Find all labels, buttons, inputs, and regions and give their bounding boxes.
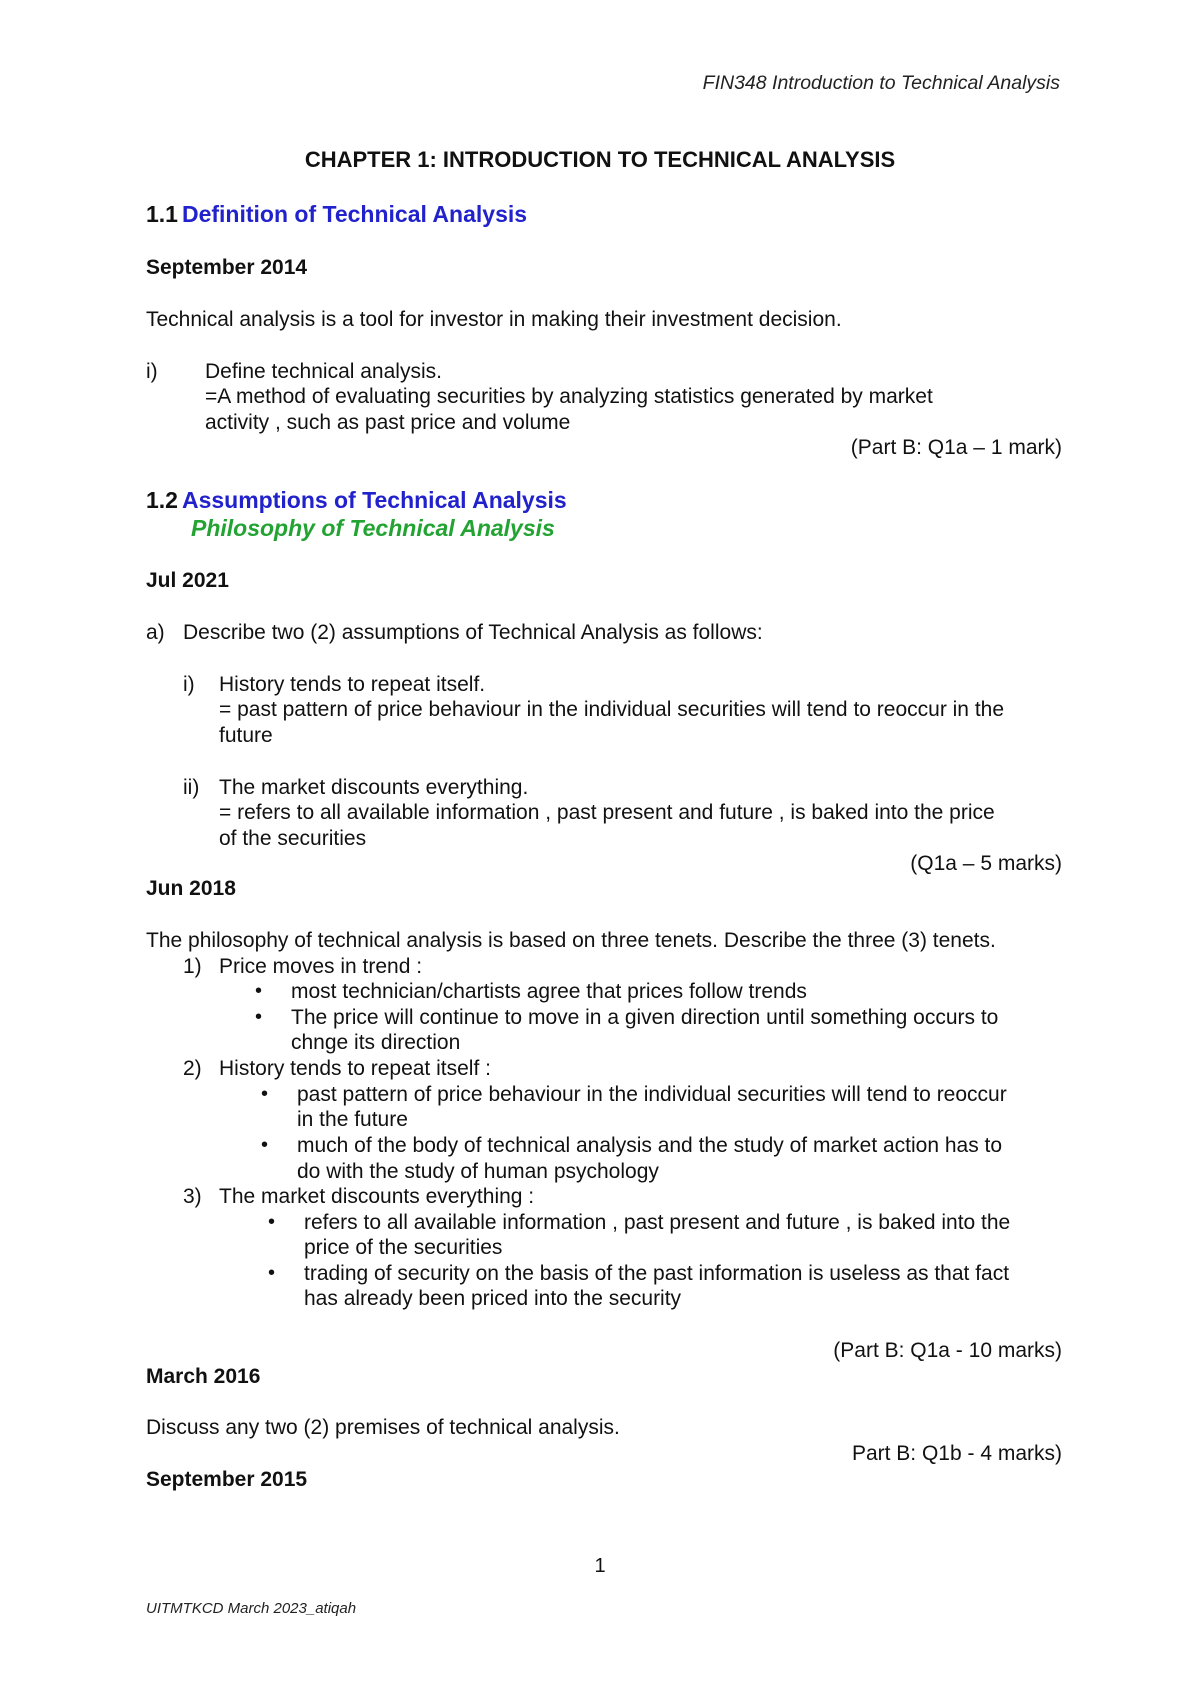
section-subtitle: Philosophy of Technical Analysis [191, 515, 555, 541]
bullet-text: The price will continue to move in a given direction until something occurs to [291, 1006, 999, 1029]
bullet-text: trading of security on the basis of the past information is useless as that fact [304, 1262, 1010, 1285]
answer-line: = past pattern of price behaviour in the individual securities will tend to reoccur in the [219, 698, 1005, 721]
section-heading-1-2 [146, 489, 567, 512]
bullet-text: much of the body of technical analysis and the study of market action has to [297, 1134, 1003, 1157]
page-number: 1 [594, 1555, 606, 1577]
marks-note: (Q1a – 5 marks) [910, 852, 1062, 875]
bullet-icon: • [255, 1006, 263, 1028]
question-label: a) [146, 621, 165, 644]
bullet-icon: • [268, 1262, 276, 1284]
bullet-text: most technician/chartists agree that prices follow trends [291, 980, 807, 1003]
date-heading-mar-2016: March 2016 [146, 1365, 261, 1388]
answer-line: =A method of evaluating securities by analyzing statistics generated by market [205, 385, 933, 408]
section-number: 1.2 [146, 487, 178, 513]
question-text: Define technical analysis. [205, 360, 442, 383]
tenet-text: Price moves in trend : [219, 955, 423, 978]
bullet-text: in the future [297, 1108, 408, 1131]
tenet-label: 1) [183, 955, 202, 978]
item-text: The market discounts everything. [219, 776, 529, 799]
section-number: 1.1 [146, 201, 178, 227]
question-text: The philosophy of technical analysis is based on three tenets. Describe the three (3) tenets. [146, 929, 996, 952]
bullet-text: price of the securities [304, 1236, 503, 1259]
bullet-icon: • [268, 1211, 276, 1233]
tenet-text: History tends to repeat itself : [219, 1057, 491, 1080]
tenet-label: 3) [183, 1185, 202, 1208]
section-title: Definition of Technical Analysis [181, 201, 528, 227]
item-text: History tends to repeat itself. [219, 673, 486, 696]
tenet-text: The market discounts everything : [219, 1185, 535, 1208]
question-text: Describe two (2) assumptions of Technical Analysis as follows: [183, 621, 763, 644]
bullet-text: has already been priced into the security [304, 1287, 682, 1310]
section-title: Assumptions of Technical Analysis [181, 487, 567, 513]
page-footer: UITMTKCD March 2023_atiqah [146, 1600, 357, 1617]
section-heading-1-1 [146, 203, 527, 226]
answer-line: future [219, 724, 273, 747]
marks-note: (Part B: Q1a - 10 marks) [833, 1339, 1062, 1362]
question-label: i) [146, 360, 158, 383]
date-heading-jul-2021: Jul 2021 [146, 569, 229, 592]
answer-line: = refers to all available information , past present and future , is baked into the price [219, 801, 995, 824]
intro-paragraph: Technical analysis is a tool for investor in making their investment decision. [146, 308, 842, 331]
tenet-label: 2) [183, 1057, 202, 1080]
bullet-text: do with the study of human psychology [297, 1160, 659, 1183]
answer-line: activity , such as past price and volume [205, 411, 571, 434]
chapter-title: CHAPTER 1: INTRODUCTION TO TECHNICAL ANALYSIS [304, 147, 896, 172]
bullet-icon: • [255, 980, 263, 1002]
bullet-text: chnge its direction [291, 1031, 461, 1054]
running-header: FIN348 Introduction to Technical Analysis [702, 72, 1060, 94]
bullet-icon: • [261, 1083, 269, 1105]
marks-note: (Part B: Q1a – 1 mark) [850, 436, 1062, 459]
answer-line: of the securities [219, 827, 367, 850]
bullet-icon: • [261, 1134, 269, 1156]
bullet-text: refers to all available information , past present and future , is baked into the [304, 1211, 1011, 1234]
date-heading-sep-2014: September 2014 [146, 256, 308, 279]
bullet-text: past pattern of price behaviour in the individual securities will tend to reoccur [297, 1083, 1007, 1106]
item-label: i) [183, 673, 195, 696]
item-label: ii) [183, 776, 200, 799]
question-text: Discuss any two (2) premises of technical analysis. [146, 1416, 620, 1439]
date-heading-jun-2018: Jun 2018 [146, 877, 236, 900]
marks-note: Part B: Q1b - 4 marks) [851, 1442, 1062, 1465]
date-heading-sep-2015: September 2015 [146, 1468, 308, 1491]
